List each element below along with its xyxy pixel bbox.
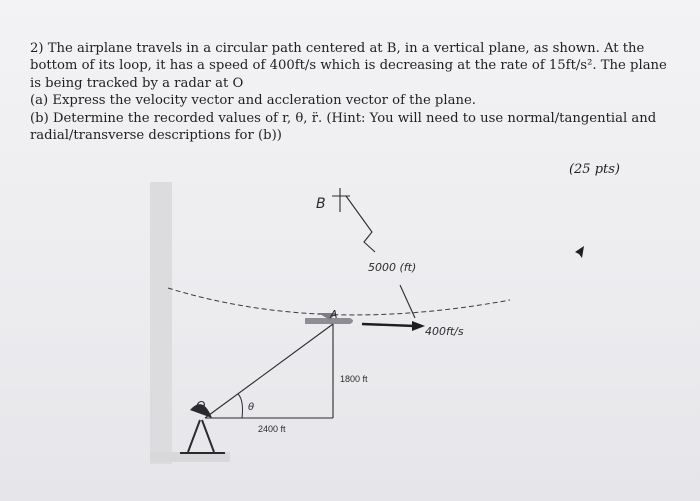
theta-arc bbox=[238, 394, 243, 418]
label-a: A bbox=[330, 308, 338, 321]
problem-line-1: 2) The airplane travels in a circular path centered at B, in a vertical plane, as shown. At the bbox=[30, 41, 645, 56]
circular-path bbox=[168, 288, 510, 315]
problem-part-b-line-2: radial/transverse descriptions for (b)) bbox=[30, 128, 282, 144]
line-of-sight-r bbox=[205, 324, 333, 418]
radar-leg-left bbox=[188, 420, 200, 452]
problem-part-b-line-1: (b) Determine the recorded values of r, θ, r̈. (Hint: You will need to use normal/tangential and bbox=[30, 110, 657, 126]
problem-line-2: bottom of its loop, it has a speed of 400ft/s which is decreasing at the rate of 15ft/s². The plane bbox=[30, 58, 667, 74]
velocity-arrow-head bbox=[412, 321, 425, 331]
problem-part-a: (a) Express the velocity vector and accleration vector of the plane. bbox=[30, 93, 476, 109]
label-b: B bbox=[316, 196, 326, 212]
points-value: (25 pts) bbox=[568, 162, 620, 177]
label-theta: θ bbox=[248, 402, 255, 413]
horizontal-label: 2400 ft bbox=[258, 424, 286, 434]
radar-leg-right bbox=[202, 420, 214, 452]
speed-label: 400ft/s bbox=[425, 325, 464, 338]
cursor-arrow-icon bbox=[575, 246, 584, 258]
radius-label: 5000 (ft) bbox=[368, 261, 417, 274]
problem-line-3: is being tracked by a radar at O bbox=[30, 75, 244, 91]
label-o: O bbox=[196, 399, 206, 413]
velocity-arrow-shaft bbox=[362, 324, 415, 326]
height-label: 1800 ft bbox=[340, 374, 368, 384]
wall-shading bbox=[150, 182, 172, 464]
radius-line-upper bbox=[346, 196, 375, 252]
